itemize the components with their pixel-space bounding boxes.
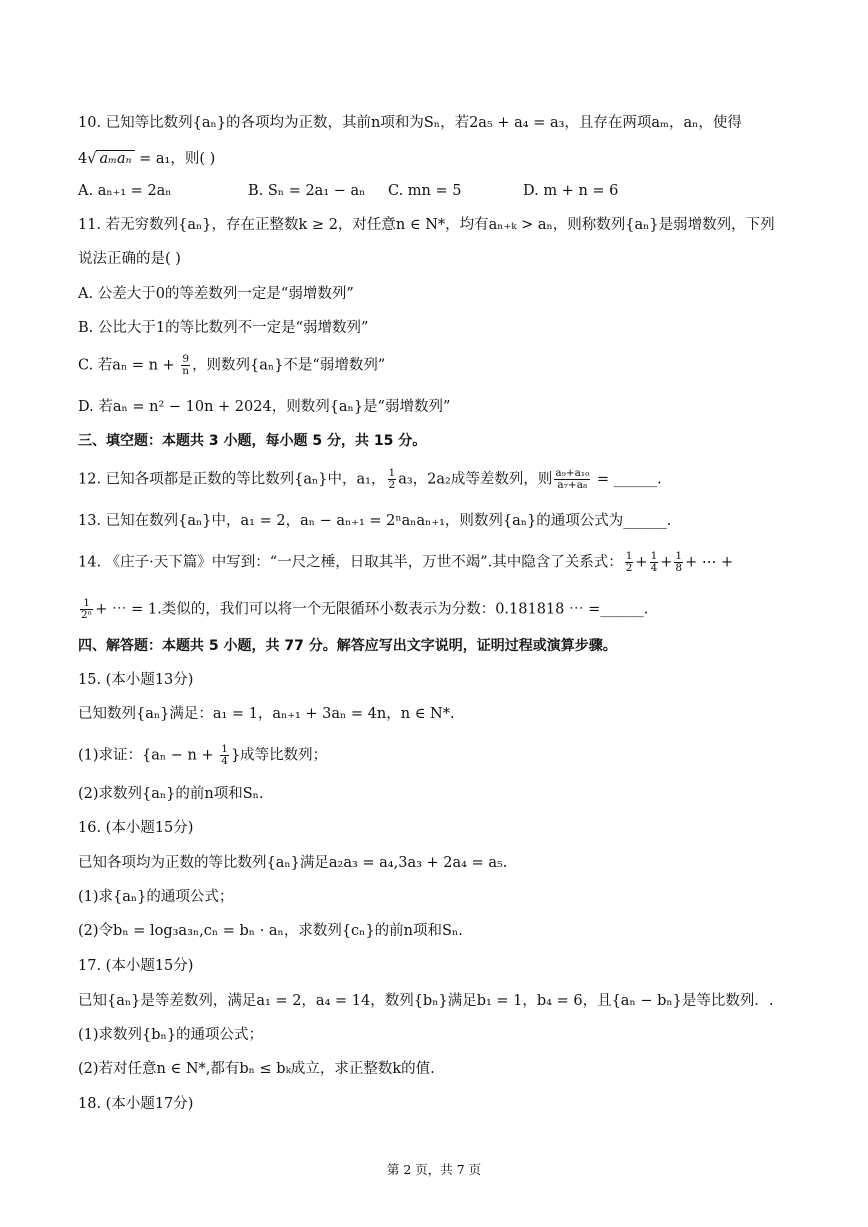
q15-part2: (2)求数列{aₙ}的前n项和Sₙ. <box>78 786 264 802</box>
q11-option-c-pre: C. 若aₙ = n + <box>78 357 180 374</box>
q12-frac1-num: 1 <box>388 467 396 479</box>
q14-f3-den: 8 <box>675 562 683 574</box>
q14-f1-num: 1 <box>625 550 633 562</box>
q11-option-a: A. 公差大于0的等差数列一定是“弱增数列” <box>78 286 354 302</box>
q11-frac-num: 9 <box>182 353 190 365</box>
q10-line2 <box>78 149 215 169</box>
q12-frac2-den: a₇+a₈ <box>557 479 588 491</box>
q11-line2: 说法正确的是( ) <box>78 251 181 267</box>
q15-head: 15. (本小题13分) <box>78 672 194 688</box>
q14-f1-den: 2 <box>625 562 633 574</box>
q12-frac2-num: a₉+a₁₀ <box>555 467 590 479</box>
q12-frac1-den: 2 <box>388 479 396 491</box>
q14-f3-num: 1 <box>675 550 683 562</box>
section-4-heading: 四、解答题：本题共 5 小题，共 77 分。解答应写出文字说明，证明过程或演算步骤。 <box>78 638 617 654</box>
q14-f2-num: 1 <box>650 550 658 562</box>
q14-f2-den: 4 <box>650 562 658 574</box>
q12-line <box>78 468 662 491</box>
q16-stem: 已知各项均为正数的等比数列{aₙ}满足a₂a₃ = a₄,3a₃ + 2a₄ = a₅. <box>78 855 508 871</box>
q16-part1: (1)求{aₙ}的通项公式； <box>78 889 234 905</box>
q10-line1: 10. 已知等比数列{aₙ}的各项均为正数，其前n项和为Sₙ，若2a₅ + a₄ = a₃，且存在两项aₘ，aₙ，使得 <box>78 115 742 131</box>
q10-option-d: D. m + n = 6 <box>523 183 619 199</box>
q15-part1 <box>78 744 327 767</box>
q15-frac-den: 4 <box>221 755 228 767</box>
q15-p1-pre: (1)求证：{aₙ − n + <box>78 747 219 764</box>
q10-line2-tail: = a₁，则( ) <box>134 151 216 167</box>
q14-line1: 14. 《庄子·天下篇》中写到：“一尺之棰，日取其半，万世不竭”.其中隐含了关系式： $\frac{1}{2}$ + $\frac{1}{4}$ + $\frac{1}{8}$ + ⋯ + <box>78 550 734 574</box>
q11-line1: 11. 若无穷数列{aₙ}，存在正整数k ≥ 2，对任意n ∈ N*，均有aₙ₊ₖ > aₙ，则称数列{aₙ}是弱增数列，下列 <box>78 217 775 233</box>
q11-option-d: D. 若aₙ = n² − 10n + 2024，则数列{aₙ}是“弱增数列” <box>78 399 451 415</box>
q11-option-b: B. 公比大于1的等比数列不一定是“弱增数列” <box>78 320 369 336</box>
q10-radicand: aₘaₙ <box>96 150 134 167</box>
q15-stem: 已知数列{aₙ}满足：a₁ = 1，aₙ₊₁ + 3aₙ = 4n，n ∈ N*. <box>78 706 455 722</box>
q16-head: 16. (本小题15分) <box>78 820 194 836</box>
sqrt-icon: √ <box>87 151 97 167</box>
q15-frac-num: 1 <box>221 743 228 755</box>
q14-line2-post: + ⋯ = 1.类似的，我们可以将一个无限循环小数表示为分数：0.181818 ⋯ =______. <box>95 601 649 618</box>
q17-stem: 已知{aₙ}是等差数列，满足a₁ = 2，a₄ = 14，数列{bₙ}满足b₁ = 1，b₄ = 6，且{aₙ − bₙ}是等比数列．. <box>78 993 774 1009</box>
q12-pre: 12. 已知各项都是正数的等比数列{aₙ}中，a₁， <box>78 471 386 488</box>
q16-part2: (2)令bₙ = log₃a₃ₙ,cₙ = bₙ · aₙ，求数列{cₙ}的前n项和Sₙ. <box>78 923 463 939</box>
q14-line1-post: + ⋯ + <box>685 554 734 571</box>
q12-mid: a₃，2a₂成等差数列，则 <box>398 471 553 488</box>
q17-head: 17. (本小题15分) <box>78 958 194 974</box>
q17-part1: (1)求数列{bₙ}的通项公式； <box>78 1027 264 1043</box>
q11-option-c <box>78 354 385 377</box>
q14-l2-den: 2ⁿ <box>81 609 93 621</box>
q10-coef: 4 <box>78 151 88 167</box>
q14-line2 <box>78 598 648 621</box>
q13-line: 13. 已知在数列{aₙ}中，a₁ = 2，aₙ − aₙ₊₁ = 2ⁿaₙaₙ₊₁，则数列{aₙ}的通项公式为______. <box>78 513 672 529</box>
q18-head: 18. (本小题17分) <box>78 1096 194 1112</box>
section-3-heading: 三、填空题：本题共 3 小题，每小题 5 分，共 15 分。 <box>78 433 427 449</box>
q10-option-c: C. mn = 5 <box>388 183 462 199</box>
q10-option-b: B. Sₙ = 2a₁ − aₙ <box>248 183 366 199</box>
q15-p1-post: }成等比数列； <box>230 747 328 764</box>
q10-options <box>78 181 618 201</box>
q17-part2: (2)若对任意n ∈ N*,都有bₙ ≤ bₖ成立，求正整数k的值. <box>78 1061 435 1077</box>
q14-line1-pre: 14. 《庄子·天下篇》中写到：“一尺之棰，日取其半，万世不竭”.其中隐含了关系式： <box>78 554 623 571</box>
q11-frac-den: n <box>182 365 190 377</box>
page-footer: 第 2 页，共 7 页 <box>386 1162 482 1177</box>
q11-option-c-post: ，则数列{aₙ}不是“弱增数列” <box>192 357 386 374</box>
q10-option-a: A. aₙ₊₁ = 2aₙ <box>78 183 172 199</box>
q14-l2-num: 1 <box>80 598 93 610</box>
q12-post: = ______. <box>592 471 662 488</box>
